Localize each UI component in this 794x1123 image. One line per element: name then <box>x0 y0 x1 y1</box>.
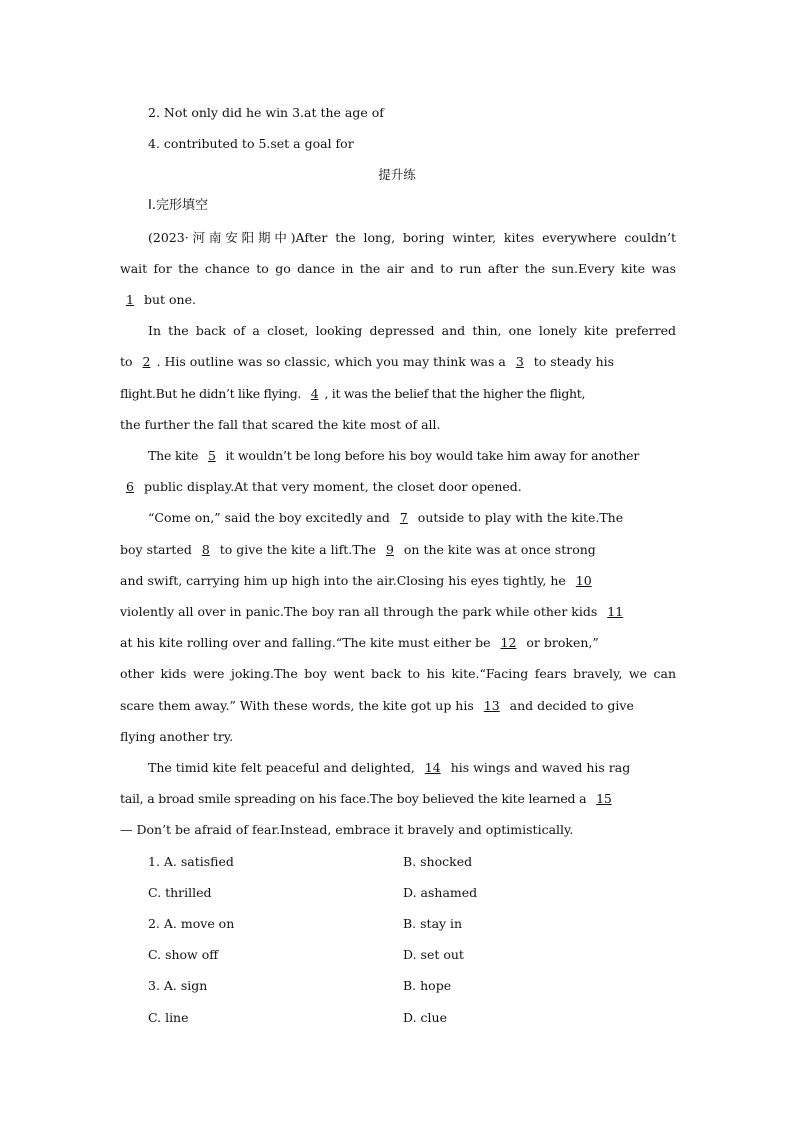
blank-9: 9 <box>385 542 394 557</box>
blank-14: 14 <box>424 760 441 775</box>
passage-line: (2023·河南安阳期中)After the long, boring winter, kites everywhere couldn’t <box>148 230 676 245</box>
part-title: Ⅰ.完形填空 <box>148 198 208 213</box>
blank-11: 11 <box>607 604 624 619</box>
passage-text: violently all over in panic.The boy ran all through the park while other kids <box>120 604 598 619</box>
option-a: 2. A. move on <box>148 916 235 931</box>
passage-text: but one. <box>143 292 196 307</box>
blank-6: 6 <box>126 479 134 494</box>
passage-text: , it was the belief that the higher the flight, <box>324 386 586 401</box>
passage-line <box>120 604 676 620</box>
option-b: D. clue <box>403 1010 447 1025</box>
passage-text: or broken,” <box>526 635 599 650</box>
passage-line <box>120 573 676 589</box>
section-title: 提升练 <box>378 167 416 182</box>
blank-4: 4 <box>310 386 319 401</box>
passage-text: tail, a broad smile spreading on his face.The boy believed the kite learned a <box>120 791 587 806</box>
passage-line <box>120 698 676 714</box>
passage-line <box>120 635 676 651</box>
blank-3: 3 <box>515 354 524 369</box>
blank-10: 10 <box>575 573 592 588</box>
option-a: 1. A. satisfied <box>148 854 234 869</box>
passage-line: flying another try. <box>120 729 234 744</box>
option-b: B. shocked <box>403 854 473 869</box>
passage-text: outside to play with the kite.The <box>417 510 624 525</box>
passage-text: The timid kite felt peaceful and delighted, <box>148 760 415 775</box>
option-a: 3. A. sign <box>148 978 208 993</box>
passage-text: The kite <box>148 448 199 463</box>
passage-text: scare them away.” With these words, the kite got up his <box>120 698 474 713</box>
passage-text: boy started <box>120 542 192 557</box>
passage-text: public display.At that very moment, the closet door opened. <box>143 479 522 494</box>
blank-5: 5 <box>207 448 216 463</box>
option-b: B. hope <box>403 978 452 993</box>
passage-line <box>148 448 676 464</box>
passage-line <box>120 542 676 558</box>
blank-2: 2 <box>142 354 151 369</box>
passage-text: and swift, carrying him up high into the air.Closing his eyes tightly, he <box>120 573 566 588</box>
passage-line <box>120 292 676 308</box>
passage-text: to <box>120 354 133 369</box>
blank-8: 8 <box>201 542 210 557</box>
passage-line: the further the fall that scared the kite most of all. <box>120 417 441 432</box>
blank-12: 12 <box>500 635 517 650</box>
passage-text: his wings and waved his rag <box>450 760 631 775</box>
option-b: D. set out <box>403 947 464 962</box>
passage-line <box>120 386 676 402</box>
passage-line <box>148 510 676 526</box>
passage-text: to give the kite a lift.The <box>219 542 376 557</box>
passage-text: to steady his <box>533 354 615 369</box>
passage-line <box>148 760 676 776</box>
option-a: C. show off <box>148 947 219 962</box>
option-a: C. thrilled <box>148 885 212 900</box>
passage-line <box>120 354 676 370</box>
passage-line <box>120 791 676 807</box>
passage-text: on the kite was at once strong <box>403 542 596 557</box>
passage-line: other kids were joking.The boy went back to his kite.“Facing fears bravely, we can <box>120 666 676 681</box>
option-b: B. stay in <box>403 916 463 931</box>
option-a: C. line <box>148 1010 189 1025</box>
passage-line <box>120 479 676 495</box>
passage-text: at his kite rolling over and falling.“The kite must either be <box>120 635 491 650</box>
passage-text: and decided to give <box>509 698 634 713</box>
passage-text: . His outline was so classic, which you may think was a <box>156 354 506 369</box>
passage-text: “Come on,” said the boy excitedly and <box>148 510 390 525</box>
answer-line-2: 4. contributed to 5.set a goal for <box>148 136 354 151</box>
passage-line: wait for the chance to go dance in the air and to run after the sun.Every kite was <box>120 261 676 276</box>
passage-text: flight.But he didn’t like flying. <box>120 386 302 401</box>
blank-15: 15 <box>596 791 612 806</box>
passage-text: it wouldn’t be long before his boy would take him away for another <box>225 448 640 463</box>
answer-line-1: 2. Not only did he win 3.at the age of <box>148 105 384 120</box>
blank-13: 13 <box>483 698 500 713</box>
passage-line: In the back of a closet, looking depressed and thin, one lonely kite preferred <box>148 323 676 338</box>
blank-7: 7 <box>399 510 408 525</box>
passage-line: — Don’t be afraid of fear.Instead, embrace it bravely and optimistically. <box>120 822 574 837</box>
option-b: D. ashamed <box>403 885 478 900</box>
blank-1: 1 <box>126 292 134 307</box>
